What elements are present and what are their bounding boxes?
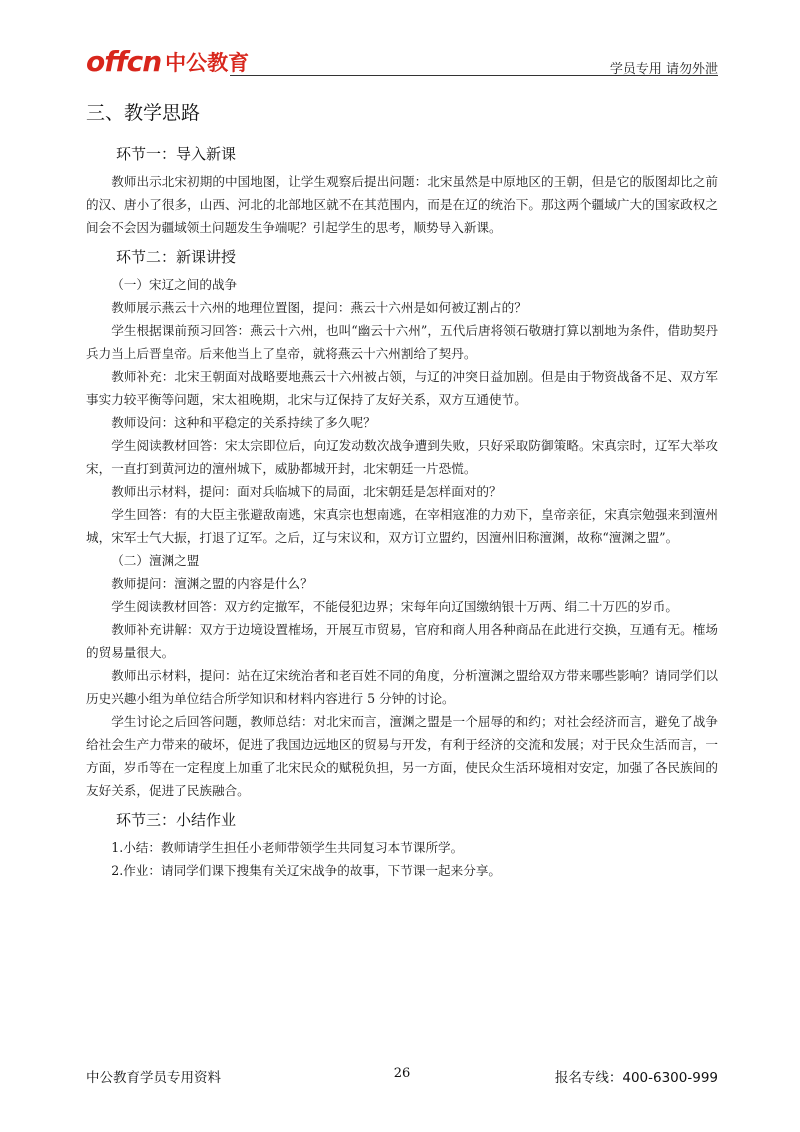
- part2-paragraph: 教师补充讲解：双方于边境设置榷场，开展互市贸易，官府和商人用各种商品在此进行交换，互通有无。榷场的贸易量很大。: [86, 622, 718, 660]
- footer-source: 中公教育学员专用资料: [86, 1070, 221, 1086]
- part1-paragraph: 教师出示北宋初期的中国地图，让学生观察后提出问题：北宋虽然是中原地区的王朝，但是它的版图却比之前的汉、唐小了很多，山西、河北的北部地区就不在其范围内，而是在辽的统治下。那这两个疆域广大的国家政权之间会不会因为疆域领土问题发生争端呢？引起学生的思考，顺势导入新课。: [86, 174, 718, 235]
- part2-paragraph: 学生阅读教材回答：双方约定撤军，不能侵犯边界；宋每年向辽国缴纳银十万两、绢二十万匹的岁币。: [111, 599, 678, 614]
- part1-title: 环节一：导入新课: [116, 145, 237, 163]
- header-notice: 学员专用 请勿外泄: [609, 62, 718, 77]
- footer-hotline: 报名专线：400-6300-999: [554, 1070, 718, 1086]
- page-footer: [86, 1066, 718, 1090]
- part2-paragraph: 教师补充：北宋王朝面对战略要地燕云十六州被占领，与辽的冲突日益加剧。但是由于物资战备不足、双方军事实力较平衡等问题，宋太祖晚期，北宋与辽保持了友好关系，双方互通使节。: [86, 369, 718, 407]
- part2-paragraph: 教师出示材料，提问：站在辽宋统治者和老百姓不同的角度，分析澶渊之盟给双方带来哪些影响？请同学们以历史兴趣小组为单位结合所学知识和材料内容进行 5 分钟的讨论。: [86, 668, 718, 706]
- section-title: 三、教学思路: [86, 102, 201, 124]
- subsection-heading: （一）宋辽之间的战争: [111, 277, 238, 292]
- part3-paragraph: 2.作业：请同学们课下搜集有关辽宋战争的故事，下节课一起来分享。: [111, 863, 502, 878]
- part2-paragraph: 学生回答：有的大臣主张避敌南逃，宋真宗也想南逃，在宰相寇准的力劝下，皇帝亲征，宋真宗勉强来到澶州城，宋军士气大振，打退了辽军。之后，辽与宋议和，双方订立盟约，因澶州旧称澶渊，故称“澶渊之盟”。: [86, 507, 718, 545]
- page-number: 26: [393, 1066, 411, 1081]
- part2-paragraph: 学生根据课前预习回答：燕云十六州，也叫“幽云十六州”，五代后唐将领石敬瑭打算以割地为条件，借助契丹兵力当上后晋皇帝。后来他当上了皇帝，就将燕云十六州割给了契丹。: [86, 323, 718, 361]
- part3-paragraph: 1.小结：教师请学生担任小老师带领学生共同复习本节课所学。: [111, 840, 464, 855]
- page-content: [86, 100, 718, 882]
- logo-latin-text: offcn: [86, 45, 162, 78]
- part2-paragraph: 学生讨论之后回答问题，教师总结：对北宋而言，澶渊之盟是一个屈辱的和约；对社会经济而言，避免了战争给社会生产力带来的破坏，促进了我国边远地区的贸易与开发，有利于经济的交流和发展；对于民众生活而言，一方面，岁币等在一定程度上加重了北宋民众的赋税负担，另一方面，使民众生活环境相对安定，加强了各民族间的友好关系，促进了民族融合。: [86, 714, 718, 798]
- part2-paragraph: 教师提问：澶渊之盟的内容是什么？: [111, 576, 313, 591]
- subsection-heading: （二）澶渊之盟: [111, 553, 200, 568]
- part2-title: 环节二：新课讲授: [116, 248, 237, 266]
- part2-paragraph: 教师出示材料，提问：面对兵临城下的局面，北宋朝廷是怎样面对的？: [111, 484, 502, 499]
- part2-paragraph: 教师展示燕云十六州的地理位置图，提问：燕云十六州是如何被辽割占的？: [111, 300, 527, 315]
- part2-paragraph: 学生阅读教材回答：宋太宗即位后，向辽发动数次战争遭到失败，只好采取防御策略。宋真宗时，辽军大举攻宋，一直打到黄河边的澶州城下，威胁都城开封，北宋朝廷一片恐慌。: [86, 438, 718, 476]
- part3-title: 环节三：小结作业: [116, 811, 237, 829]
- page-header: [86, 44, 718, 78]
- offcn-logo: [86, 46, 249, 76]
- part2-paragraph: 教师设问：这种和平稳定的关系持续了多久呢？: [111, 415, 376, 430]
- logo-chinese-text: 中公教育: [165, 51, 250, 75]
